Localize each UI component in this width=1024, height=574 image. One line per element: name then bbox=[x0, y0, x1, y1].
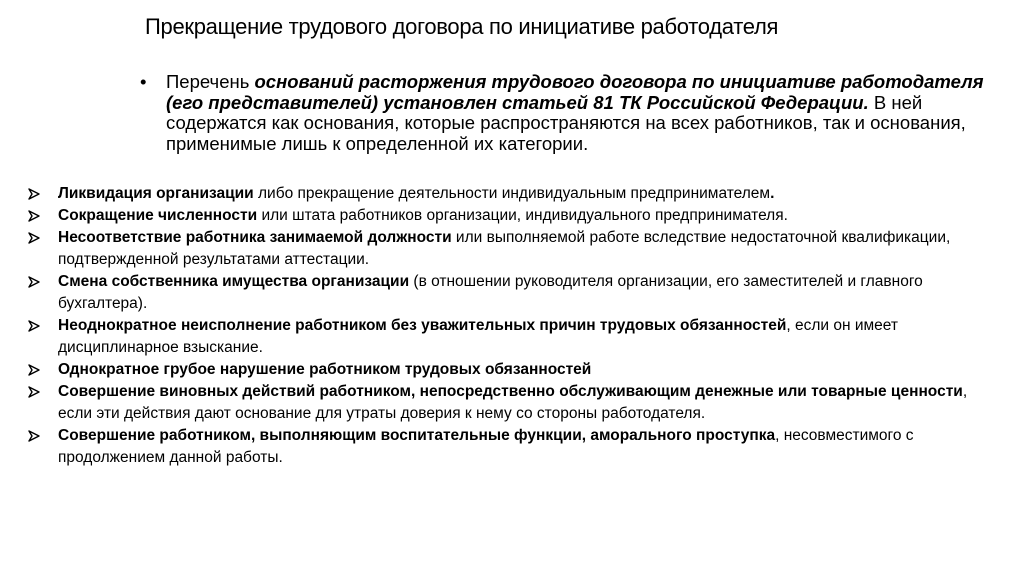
list-item: Несоответствие работника занимаемой должности или выполняемой работе вследствие недостаточной квалификации, подтвержденной результатами аттестации. bbox=[28, 227, 998, 271]
list-item: Ликвидация организации либо прекращение деятельности индивидуальным предпринимателем. bbox=[28, 183, 998, 205]
arrow-bullet-icon bbox=[28, 227, 50, 249]
grounds-list bbox=[28, 183, 998, 469]
intro-lead: Перечень bbox=[166, 71, 255, 92]
arrow-bullet-icon bbox=[28, 425, 50, 447]
list-item: Однократное грубое нарушение работником трудовых обязанностей bbox=[28, 359, 998, 381]
arrow-bullet-icon bbox=[28, 271, 50, 293]
intro-emphasis: оснований расторжения трудового договора по инициативе работодателя (его представителей) установлен статьей 81 ТК Российской Федерации. bbox=[166, 71, 984, 113]
arrow-bullet-icon bbox=[28, 183, 50, 205]
list-item: Совершение виновных действий работником, непосредственно обслуживающим денежные или товарные ценности, если эти действия дают основание для утраты доверия к нему со стороны работодателя. bbox=[28, 381, 998, 425]
intro-paragraph bbox=[140, 72, 990, 154]
list-item: Неоднократное неисполнение работником без уважительных причин трудовых обязанностей, если он имеет дисциплинарное взыскание. bbox=[28, 315, 998, 359]
arrow-bullet-icon bbox=[28, 381, 50, 403]
list-item: Сокращение численности или штата работников организации, индивидуального предпринимателя. bbox=[28, 205, 998, 227]
list-item: Совершение работником, выполняющим воспитательные функции, аморального проступка, несовместимого с продолжением данной работы. bbox=[28, 425, 998, 469]
arrow-bullet-icon bbox=[28, 359, 50, 381]
bullet-dot-icon: • bbox=[140, 71, 147, 92]
list-item: Смена собственника имущества организации (в отношении руководителя организации, его заместителей и главного бухгалтера). bbox=[28, 271, 998, 315]
arrow-bullet-icon bbox=[28, 315, 50, 337]
arrow-bullet-icon bbox=[28, 205, 50, 227]
intro-rest: В ней содержатся как основания, которые распространяются на всех работников, так и основания, применимые лишь к определенной их категории. bbox=[166, 91, 966, 154]
intro-text bbox=[166, 72, 990, 154]
slide-title: Прекращение трудового договора по инициативе работодателя bbox=[145, 14, 779, 39]
